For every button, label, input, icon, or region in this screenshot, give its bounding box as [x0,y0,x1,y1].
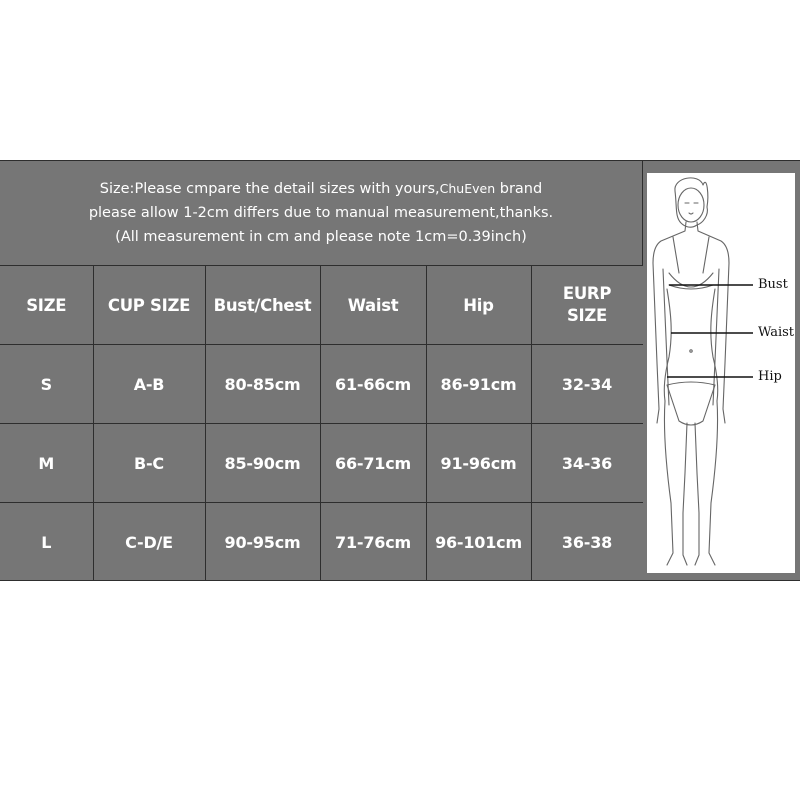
cell-hip: 86-91cm [426,345,531,424]
cell-size: L [0,503,93,582]
header-eurp-size-label: EURP SIZE [562,284,612,325]
cell-eurp-size: 34-36 [531,424,643,503]
figure-panel [643,161,800,580]
size-notice [0,161,643,265]
table-row [0,424,643,503]
size-table [0,265,644,581]
cell-waist: 61-66cm [320,345,426,424]
size-chart [0,160,800,581]
table-row [0,345,643,424]
cell-cup-size: B-C [93,424,205,503]
brand-name: ChuEven [439,181,496,196]
cell-cup-size: A-B [93,345,205,424]
cell-hip: 91-96cm [426,424,531,503]
cell-waist: 71-76cm [320,503,426,582]
cell-bust: 90-95cm [205,503,320,582]
cell-eurp-size: 32-34 [531,345,643,424]
cell-bust: 85-90cm [205,424,320,503]
waist-label: Waist [758,325,795,340]
cell-eurp-size: 36-38 [531,503,643,582]
notice-line-3: (All measurement in cm and please note 1cm=0.39inch) [115,229,527,245]
header-eurp-size [531,266,643,345]
header-bust-chest: Bust/Chest [205,266,320,345]
header-hip: Hip [426,266,531,345]
cell-hip: 96-101cm [426,503,531,582]
notice-line-2: please allow 1-2cm differs due to manual measurement,thanks. [88,205,554,221]
bust-label: Bust [758,277,788,292]
cell-cup-size: C-D/E [93,503,205,582]
cell-size: M [0,424,93,503]
cell-waist: 66-71cm [320,424,426,503]
notice-line-1-suffix: brand [495,181,543,197]
hip-label: Hip [758,369,782,384]
table-row [0,503,643,582]
cell-bust: 80-85cm [205,345,320,424]
cell-size: S [0,345,93,424]
table-header-row [0,266,643,345]
body-figure-card [647,173,795,573]
notice-line-1-text: Size:Please cmpare the detail sizes with yours, [99,181,440,197]
header-cup-size: CUP SIZE [93,266,205,345]
header-waist: Waist [320,266,426,345]
notice-line-1 [100,177,542,201]
header-size: SIZE [0,266,93,345]
